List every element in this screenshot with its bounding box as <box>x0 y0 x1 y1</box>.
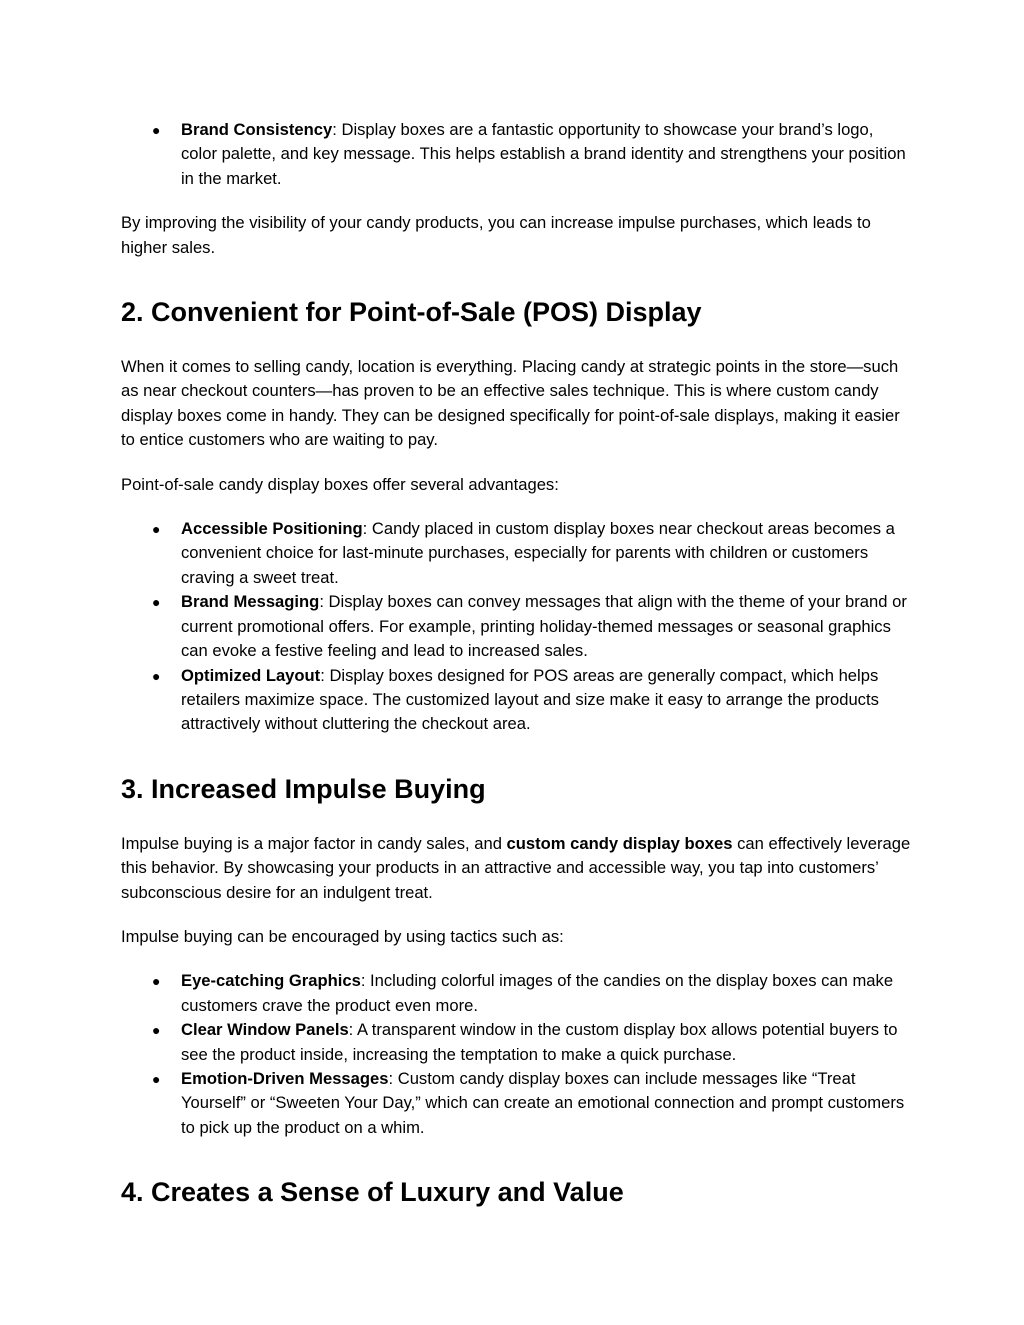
section-3-paragraph-1-bold: custom candy display boxes <box>506 833 733 853</box>
list-item-term: Accessible Positioning <box>181 519 363 539</box>
list-item <box>121 664 911 737</box>
section-3-paragraph-1 <box>121 832 911 905</box>
bullet-icon: ● <box>152 973 161 990</box>
list-item <box>121 1018 911 1067</box>
list-item-term: Optimized Layout <box>181 665 321 685</box>
list-item-text: : Candy placed in custom display boxes near checkout areas becomes a convenient choice for last-minute purchases, especially for parents with children or customers craving a sweet treat. <box>181 519 895 587</box>
list-item <box>121 118 911 191</box>
bullet-icon: ● <box>152 122 161 138</box>
bullet-icon: ● <box>152 667 161 684</box>
section-4-heading: 4. Creates a Sense of Luxury and Value <box>121 1177 624 1208</box>
intro-paragraph: By improving the visibility of your candy products, you can increase impulse purchases, which leads to higher sales. <box>121 213 871 257</box>
section-2-paragraph-2: Point-of-sale candy display boxes offer several advantages: <box>121 474 559 494</box>
list-item-text: : Display boxes are a fantastic opportunity to showcase your brand’s logo, color palette, and key message. This helps establish a brand identity and strengthens your position in the market. <box>181 120 906 188</box>
list-item <box>121 517 911 590</box>
section-3-heading: 3. Increased Impulse Buying <box>121 773 486 804</box>
list-item <box>121 1067 911 1140</box>
bullet-icon: ● <box>152 521 161 538</box>
section-3-paragraph-1-end: can effectively leverage this behavior. By showcasing your products in an attractive and accessible way, you tap into customers’ subconscious desire for an indulgent treat. <box>121 833 911 902</box>
document-page <box>121 118 911 1209</box>
list-item-term: Brand Consistency <box>181 120 333 139</box>
list-item-term: Emotion-Driven Messages <box>181 1068 389 1088</box>
bullet-icon: ● <box>152 1022 161 1039</box>
bullet-icon: ● <box>152 1070 161 1087</box>
bullet-icon: ● <box>152 594 161 611</box>
impulse-tactics-list <box>121 969 911 1140</box>
list-item-text: : A transparent window in the custom display box allows potential buyers to see the product inside, increasing the temptation to make a quick purchase. <box>181 1020 898 1064</box>
list-item <box>121 969 911 1018</box>
list-item-text: : Including colorful images of the candies on the display boxes can make customers crave the product even more. <box>181 971 894 1015</box>
section-3-paragraph-1-start: Impulse buying is a major factor in candy sales, and <box>121 833 507 853</box>
section-3-paragraph-2: Impulse buying can be encouraged by using tactics such as: <box>121 926 564 946</box>
list-item-term: Brand Messaging <box>181 592 320 612</box>
pos-advantages-list <box>121 517 911 737</box>
list-item-text: : Display boxes can convey messages that align with the theme of your brand or current promotional offers. For example, printing holiday-themed messages or seasonal graphics can evoke a festive feeling and lead to increased sales. <box>181 592 907 661</box>
list-item-term: Eye-catching Graphics <box>181 971 361 991</box>
brand-list <box>121 118 911 191</box>
list-item <box>121 590 911 663</box>
section-2-heading: 2. Convenient for Point-of-Sale (POS) Display <box>121 297 702 328</box>
list-item-term: Clear Window Panels <box>181 1020 349 1040</box>
list-item-text: : Custom candy display boxes can include messages like “Treat Yourself” or “Sweeten Your Day,” which can create an emotional connection and prompt customers to pick up the product on a whim. <box>181 1068 905 1137</box>
list-item-text: : Display boxes designed for POS areas are generally compact, which helps retailers maximize space. The customized layout and size make it easy to arrange the products attractively without cluttering the checkout area. <box>181 665 879 734</box>
section-2-paragraph-1: When it comes to selling candy, location is everything. Placing candy at strategic points in the store—such as near checkout counters—has proven to be an effective sales technique. This is where custom candy display boxes come in handy. They can be designed specifically for point-of-sale displays, making it easier to entice customers who are waiting to pay. <box>121 357 900 450</box>
